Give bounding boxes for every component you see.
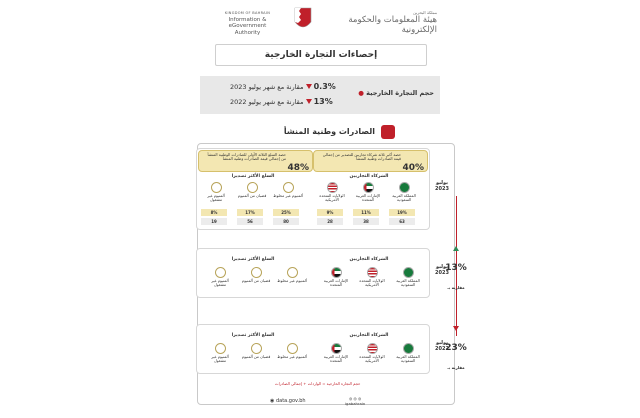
exports-comparison-frame: [197, 143, 455, 405]
goods-header: السلع الأكثر تصديرا: [231, 333, 275, 338]
page-title: إحصاءات التجارة الخارجية: [215, 44, 427, 66]
down-arrow-icon: [306, 84, 312, 89]
us-flag-icon: [367, 267, 378, 278]
year-label-july-2023-top: يوليو 2023: [435, 180, 449, 192]
goods-icon: [251, 343, 262, 354]
footer-social[interactable]: ◎ ◎ ◎ igabahrain: [345, 396, 366, 406]
uae-flag-icon: [331, 267, 342, 278]
partner-name: الولايات المتحدة الأمريكية: [319, 193, 345, 203]
change-23-indicator: 23% مقارنة بـ: [443, 316, 469, 373]
down-arrow-icon: [453, 326, 459, 331]
partner-name: الولايات المتحدة الأمريكية: [359, 354, 385, 364]
year-label-july-2023: يوليو 2023: [435, 264, 449, 276]
panel-july-2023: [196, 248, 430, 298]
goods-share-box: 48% حصة السلع الثلاثة الأولى للصادرات الوطنية المنشأ من إجمالي قيمة الصادرات وطنية المنشأ: [198, 150, 313, 172]
goods-icon: [211, 182, 222, 193]
partner-name: الإمارات العربية المتحدة: [323, 278, 349, 288]
goods-name: ألمنيوم غير مشغول: [207, 193, 225, 203]
goods-icon: [251, 267, 262, 278]
partners-header: الشركاء التجاريين: [349, 174, 389, 179]
change-13-indicator: 13% مقارنة بـ: [443, 236, 469, 293]
bahrain-emblem-icon: [293, 6, 313, 32]
up-arrow-icon: [453, 246, 459, 251]
authority-arabic-name: هيئة المعلومات والحكومة الإلكترونية: [348, 15, 437, 35]
goods-name: ألمنيوم غير مشغول: [211, 278, 229, 288]
us-flag-icon: [327, 182, 338, 193]
partners-share-box: 40% حصة أكبر ثلاثة شركاء تجاريين للتصدير من إجمالي قيمة الصادرات وطنية المنشأ: [313, 150, 428, 172]
trade-volume-box: [200, 76, 440, 114]
panel-july-2022: [196, 324, 430, 374]
goods-name: قضبان من ألمنيوم: [237, 193, 267, 198]
goods-icon: [287, 267, 298, 278]
authority-english: [210, 10, 285, 36]
goods-icon: [287, 343, 298, 354]
uae-flag-icon: [331, 343, 342, 354]
goods-name: قضبان من ألمنيوم: [241, 278, 271, 283]
panel-july-2023-detail: 48% حصة السلع الثلاثة الأولى للصادرات الوطنية المنشأ من إجمالي قيمة الصادرات وطنية المنشأ 40% حصة أكبر ثلاثة شركاء تجاريين للتصدير من إجمالي قيمة الصادرات وطنية المنشأ السلع الأكثر تصديرا الشركاء التجاريين ألمنيوم غير مشغول قضبان من ألمنيوم ألمنيوم غير مخلوط الولايات المتحدة الأمريكية الإمارات العربية المتحدة المملكة العربية السعودية 8% 17% 25% 19 56 80 9% 11% 19% 28 38 63: [196, 148, 430, 230]
saudi-flag-icon: [403, 343, 414, 354]
goods-header: السلع الأكثر تصديرا: [231, 174, 275, 179]
authority-arabic: [317, 10, 437, 35]
goods-icon: [283, 182, 294, 193]
export-tag-icon: [381, 125, 395, 139]
authority-name-line2: Authority: [234, 29, 261, 36]
exports-section-title: الصادرات وطنية المنشأ: [255, 121, 395, 143]
goods-icon: [247, 182, 258, 193]
header: [185, 0, 455, 40]
goods-name: ألمنيوم غير مخلوط: [277, 278, 307, 283]
goods-name: ألمنيوم غير مخلوط: [277, 354, 307, 359]
saudi-flag-icon: [403, 267, 414, 278]
partner-name: الإمارات العربية المتحدة: [323, 354, 349, 364]
down-arrow-icon: [306, 99, 312, 104]
us-flag-icon: [367, 343, 378, 354]
goods-name: ألمنيوم غير مخلوط: [273, 193, 303, 198]
year-label-july-2022: يوليو 2022: [435, 340, 449, 352]
partners-header: الشركاء التجاريين: [349, 333, 389, 338]
trade-volume-label: حجم التجارة الخارجية ●: [358, 89, 434, 97]
trade-volume-row-2022: 13% مقارنة مع شهر يوليو 2022: [230, 97, 333, 106]
partner-name: المملكة العربية السعودية: [396, 354, 420, 364]
partner-name: المملكة العربية السعودية: [392, 193, 416, 203]
trade-volume-row-2023: 0.3% مقارنة مع شهر يوليو 2023: [230, 82, 336, 91]
partner-name: الإمارات العربية المتحدة: [355, 193, 381, 203]
partner-name: المملكة العربية السعودية: [396, 278, 420, 288]
kingdom-text: KINGDOM OF BAHRAIN: [224, 11, 271, 15]
partners-header: الشركاء التجاريين: [349, 257, 389, 262]
goods-header: السلع الأكثر تصديرا: [231, 257, 275, 262]
goods-icon: [215, 343, 226, 354]
infographic-page: [185, 0, 467, 418]
footer-website[interactable]: ◉ data.gov.bh: [270, 398, 306, 404]
goods-name: قضبان من ألمنيوم: [241, 354, 271, 359]
uae-flag-icon: [363, 182, 374, 193]
goods-icon: [215, 267, 226, 278]
authority-name-line1: Information & eGovernment: [228, 16, 267, 29]
kingdom-arabic: مملكة البحرين: [413, 10, 437, 15]
legend-note: حجم التجارة الخارجية = الواردات + إجمالي الصادرات: [275, 381, 361, 386]
saudi-flag-icon: [399, 182, 410, 193]
partner-name: الولايات المتحدة الأمريكية: [359, 278, 385, 288]
goods-name: ألمنيوم غير مشغول: [211, 354, 229, 364]
